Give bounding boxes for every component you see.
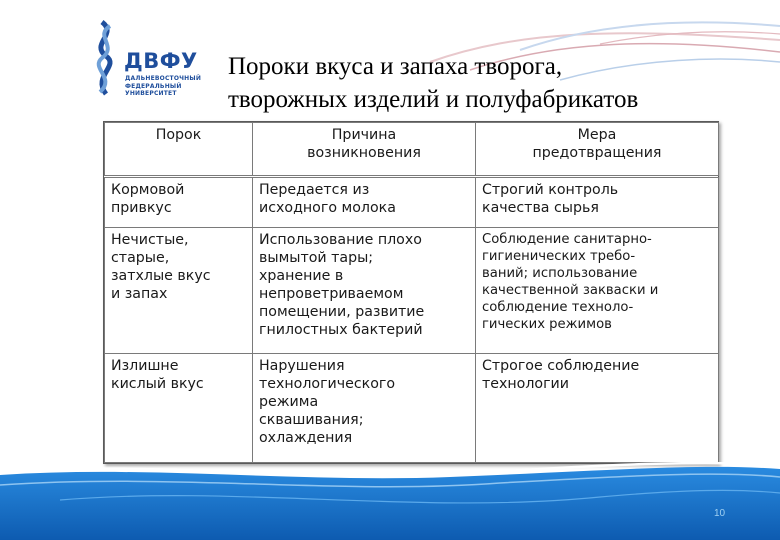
cell-line: качественной закваски и bbox=[482, 282, 659, 298]
page-number: 10 bbox=[714, 508, 726, 519]
dna-helix-logo-icon bbox=[88, 20, 122, 96]
cell-line: помещении, развитие bbox=[259, 303, 425, 320]
cell-line: затхлые вкус bbox=[111, 267, 211, 284]
cell-line: исходного молока bbox=[259, 200, 396, 217]
cell-line: гигиенических требо- bbox=[482, 248, 636, 264]
cell-line: старые, bbox=[111, 249, 170, 266]
defects-table bbox=[104, 122, 719, 463]
cell-cause bbox=[253, 354, 476, 463]
cell-cause bbox=[253, 177, 476, 227]
cell-prevention bbox=[476, 354, 719, 463]
cell-prevention bbox=[476, 227, 719, 353]
header-text: Мера bbox=[577, 127, 617, 143]
cell-line: Соблюдение санитарно- bbox=[482, 231, 652, 247]
table-header-row bbox=[105, 123, 719, 177]
cell-defect bbox=[105, 177, 253, 227]
cell-line: режима bbox=[259, 394, 319, 411]
cell-line: Передается из bbox=[259, 182, 370, 199]
cell-line: кислый вкус bbox=[111, 376, 204, 393]
logo-full-name bbox=[125, 75, 215, 98]
cell-line: Строгое соблюдение bbox=[482, 358, 640, 375]
cell-line: Нечистые, bbox=[111, 231, 189, 248]
header-text: возникновения bbox=[307, 145, 421, 161]
cell-line: Нарушения bbox=[259, 358, 345, 375]
slide-title-line: Пороки вкуса и запаха творога, bbox=[228, 53, 563, 80]
cell-line: охлаждения bbox=[259, 430, 353, 447]
cell-line: Строгий контроль bbox=[482, 182, 619, 199]
logo-line: УНИВЕРСИТЕТ bbox=[125, 90, 177, 97]
cell-defect bbox=[105, 227, 253, 353]
cell-line: Использование плохо bbox=[259, 231, 422, 248]
cell-line: технологического bbox=[259, 376, 396, 393]
cell-line: Излишне bbox=[111, 358, 179, 375]
slide-title-line: творожных изделий и полуфабрикатов bbox=[228, 86, 639, 113]
logo-abbreviation: ДВФУ bbox=[124, 49, 198, 73]
logo-line: ДАЛЬНЕВОСТОЧНЫЙ bbox=[125, 75, 202, 82]
cell-line: гнилостных бактерий bbox=[259, 321, 423, 338]
cell-line: технологии bbox=[482, 376, 569, 393]
cell-line: непроветриваемом bbox=[259, 285, 404, 302]
cell-prevention bbox=[476, 177, 719, 227]
cell-line: гических режимов bbox=[482, 316, 612, 332]
cell-line: привкус bbox=[111, 200, 172, 217]
header-cause bbox=[253, 123, 476, 177]
header-text: предотвращения bbox=[532, 145, 662, 161]
header-text: Причина bbox=[331, 127, 397, 143]
header-prevention bbox=[476, 123, 719, 177]
cell-line: вымытой тары; bbox=[259, 249, 374, 266]
cell-cause bbox=[253, 227, 476, 353]
cell-line: соблюдение техноло- bbox=[482, 299, 634, 315]
defects-table-container bbox=[103, 121, 719, 464]
table-row bbox=[105, 177, 719, 227]
table-row bbox=[105, 354, 719, 463]
cell-defect bbox=[105, 354, 253, 463]
header-defect bbox=[105, 123, 253, 177]
header-text: Порок bbox=[155, 127, 202, 143]
decorative-wave-bottom bbox=[0, 455, 780, 540]
cell-line: ваний; использование bbox=[482, 265, 638, 281]
cell-line: качества сырья bbox=[482, 200, 599, 217]
university-logo bbox=[88, 20, 218, 100]
table-row bbox=[105, 227, 719, 353]
cell-line: Кормовой bbox=[111, 182, 185, 199]
cell-line: хранение в bbox=[259, 267, 344, 284]
cell-line: сквашивания; bbox=[259, 412, 364, 429]
slide-title bbox=[228, 50, 773, 116]
cell-line: и запах bbox=[111, 285, 168, 302]
logo-line: ФЕДЕРАЛЬНЫЙ bbox=[125, 82, 182, 90]
